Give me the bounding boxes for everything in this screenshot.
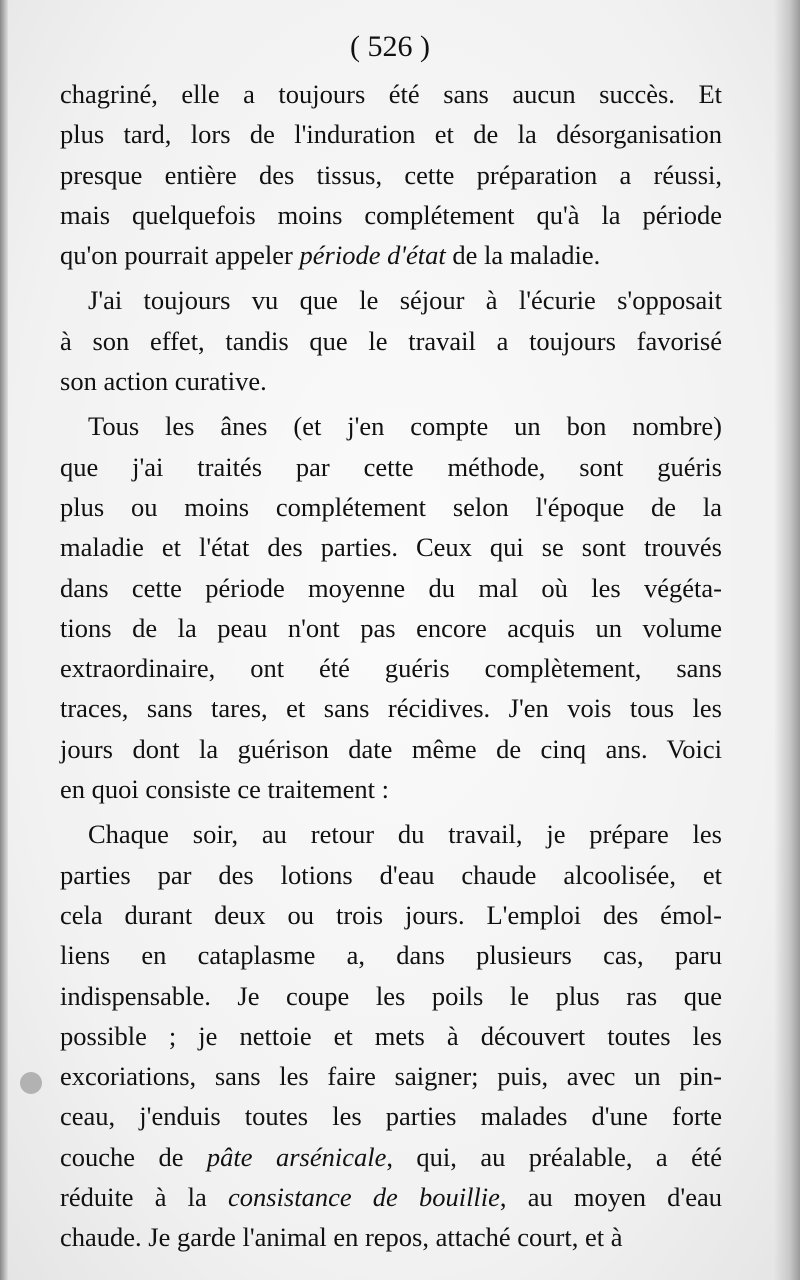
text-run: plus ou moins complétement selon l'époque de la bbox=[60, 491, 722, 522]
text-line bbox=[60, 1016, 722, 1056]
text-line bbox=[60, 769, 722, 809]
paragraph bbox=[60, 280, 722, 401]
text-line bbox=[60, 568, 722, 608]
text-line bbox=[60, 1096, 722, 1136]
text-line bbox=[60, 195, 722, 235]
text-line bbox=[60, 814, 722, 854]
text-run: parties par des lotions d'eau chaude alcoolisée, et bbox=[60, 859, 722, 890]
italic-text-run: consistance de bouillie bbox=[227, 1182, 500, 1213]
text-line bbox=[60, 648, 722, 688]
text-line bbox=[60, 235, 722, 275]
text-run: en quoi consiste ce traitement : bbox=[60, 774, 389, 805]
text-line bbox=[60, 1137, 722, 1177]
text-run: mais quelquefois moins complétement qu'à la période bbox=[60, 199, 722, 230]
paragraph bbox=[60, 406, 722, 809]
text-line bbox=[60, 895, 722, 935]
text-run: traces, sans tares, et sans récidives. J'en vois tous les bbox=[60, 693, 722, 724]
ink-speck bbox=[20, 1072, 42, 1094]
text-run: Chaque soir, au retour du travail, je prépare les bbox=[88, 819, 722, 850]
text-run: de la maladie. bbox=[445, 240, 601, 271]
text-run: chagriné, elle a toujours été sans aucun succès. Et bbox=[60, 79, 722, 109]
text-line bbox=[60, 976, 722, 1016]
text-line bbox=[60, 729, 722, 769]
text-line bbox=[60, 447, 722, 487]
paragraph bbox=[60, 814, 722, 1257]
text-line bbox=[60, 527, 722, 567]
body-text bbox=[60, 74, 722, 1258]
text-run: que j'ai traités par cette méthode, sont guéris bbox=[60, 451, 722, 482]
text-line bbox=[60, 935, 722, 975]
paragraph bbox=[60, 74, 722, 275]
italic-text-run: période d'état bbox=[299, 240, 446, 271]
text-line bbox=[60, 1217, 722, 1257]
text-run: tions de la peau n'ont pas encore acquis un volume bbox=[60, 612, 722, 643]
text-line bbox=[60, 688, 722, 728]
text-run: possible ; je nettoie et mets à découvert toutes les bbox=[60, 1020, 722, 1051]
text-line bbox=[60, 321, 722, 361]
text-line bbox=[60, 406, 722, 446]
text-line bbox=[60, 855, 722, 895]
text-line bbox=[60, 114, 722, 154]
text-run: chaude. Je garde l'animal en repos, attaché court, et à bbox=[60, 1222, 623, 1253]
text-line bbox=[60, 155, 722, 195]
text-run: indispensable. Je coupe les poils le plus ras que bbox=[60, 980, 722, 1011]
page-number: ( 526 ) bbox=[350, 30, 430, 63]
text-run: dans cette période moyenne du mal où les végéta- bbox=[60, 572, 722, 603]
text-run: à son effet, tandis que le travail a toujours favorisé bbox=[60, 325, 722, 356]
text-run: réduite à la bbox=[60, 1182, 228, 1213]
text-line bbox=[60, 361, 722, 401]
text-run: son action curative. bbox=[60, 366, 267, 397]
text-line bbox=[60, 1177, 722, 1217]
page-binding-shadow bbox=[0, 0, 8, 1280]
text-run: excoriations, sans les faire saigner; puis, avec un pin- bbox=[60, 1061, 722, 1092]
text-run: ceau, j'enduis toutes les parties malades d'une forte bbox=[60, 1101, 722, 1132]
text-run: plus tard, lors de l'induration et de la désorganisation bbox=[60, 119, 722, 150]
text-run: Tous les ânes (et j'en compte un bon nombre) bbox=[88, 411, 722, 442]
text-line bbox=[60, 74, 722, 114]
text-run: , qui, au préalable, a été bbox=[386, 1141, 722, 1172]
text-run: , au moyen d'eau bbox=[499, 1182, 722, 1213]
text-run: liens en cataplasme a, dans plusieurs cas, paru bbox=[60, 940, 722, 971]
text-run: couche de bbox=[60, 1141, 207, 1172]
text-run: cela durant deux ou trois jours. L'emploi des émol- bbox=[60, 899, 722, 930]
text-run: presque entière des tissus, cette préparation a réussi, bbox=[60, 159, 722, 190]
page-edge-shadow bbox=[774, 0, 800, 1280]
text-run: maladie et l'état des parties. Ceux qui se sont trouvés bbox=[60, 532, 722, 563]
text-run: jours dont la guérison date même de cinq ans. Voici bbox=[60, 733, 722, 764]
text-line bbox=[60, 608, 722, 648]
text-run: J'ai toujours vu que le séjour à l'écurie s'opposait bbox=[88, 285, 722, 316]
text-run: qu'on pourrait appeler bbox=[60, 240, 300, 271]
text-line bbox=[60, 1056, 722, 1096]
text-run: extraordinaire, ont été guéris complètement, sans bbox=[60, 653, 722, 684]
italic-text-run: pâte arsénicale bbox=[206, 1141, 387, 1172]
text-line bbox=[60, 280, 722, 320]
text-line bbox=[60, 487, 722, 527]
